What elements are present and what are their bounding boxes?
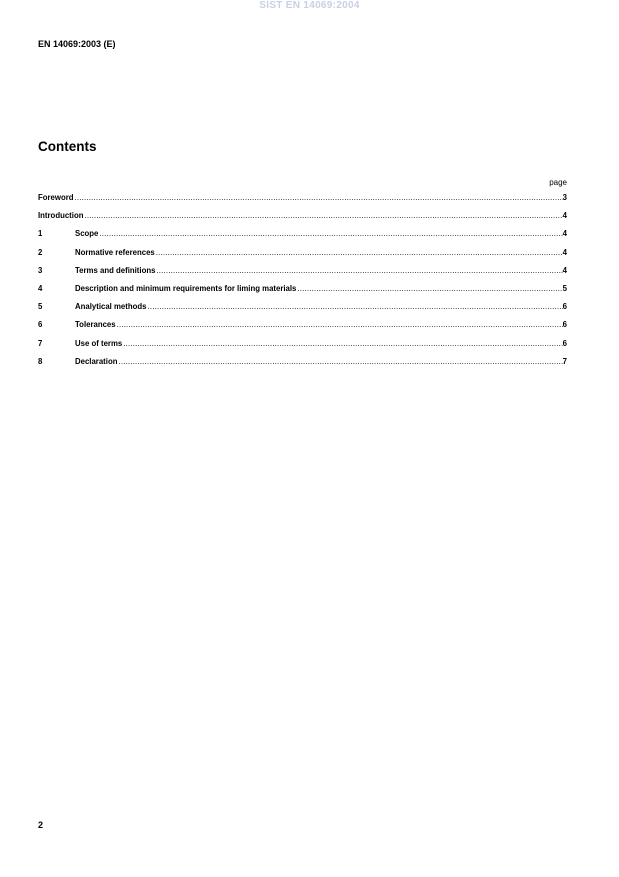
- toc-leader-dots: [118, 357, 562, 366]
- toc-leader-dots: [297, 284, 562, 293]
- toc-leader-dots: [123, 339, 562, 348]
- toc-entry-terms-and-definitions[interactable]: [38, 266, 567, 284]
- contents-title: Contents: [38, 139, 97, 154]
- toc-entry-normative-references[interactable]: [38, 248, 567, 266]
- toc-leader-dots: [117, 320, 563, 329]
- toc-leader-dots: [156, 266, 562, 275]
- watermark: SIST EN 14069:2004: [259, 0, 360, 11]
- toc-entry-page: 7: [562, 356, 567, 366]
- toc-entry-page: 3: [562, 193, 567, 202]
- toc-leader-dots: [75, 193, 563, 202]
- toc-entry-number: 2: [38, 247, 43, 257]
- toc-entry-page: 4: [562, 265, 567, 275]
- toc-entry-page: 4: [562, 229, 567, 239]
- toc-entry-page: 5: [562, 283, 567, 293]
- toc-entry-title: Scope: [75, 229, 99, 239]
- toc-entry-use-of-terms[interactable]: [38, 339, 567, 357]
- toc-entry-title: Terms and definitions: [75, 265, 156, 275]
- toc-leader-dots: [99, 229, 562, 238]
- toc-entry-number: 1: [38, 229, 43, 239]
- page-number: 2: [38, 820, 44, 830]
- toc-entry-number: 7: [38, 338, 43, 348]
- toc-leader-dots: [156, 248, 563, 257]
- toc-entry-page: 4: [562, 247, 567, 257]
- toc-entry-page: 6: [562, 320, 567, 330]
- toc-entry-page: 6: [562, 302, 567, 312]
- toc-entry-scope[interactable]: [38, 229, 567, 247]
- toc-entry-foreword[interactable]: [38, 193, 567, 211]
- toc-entry-title: Normative references: [75, 247, 155, 257]
- document-header: EN 14069:2003 (E): [38, 39, 116, 49]
- toc-entry-title: Declaration: [75, 356, 118, 366]
- toc-entry-number: 3: [38, 265, 43, 275]
- toc-entry-tolerances[interactable]: [38, 320, 567, 338]
- page-column-label: page: [549, 178, 567, 187]
- toc-entry-title: Tolerances: [75, 320, 116, 330]
- toc-entry-title: Description and minimum requirements for liming materials: [75, 283, 297, 293]
- toc-entry-title: Introduction: [38, 211, 84, 221]
- toc-entry-analytical-methods[interactable]: [38, 302, 567, 320]
- toc-entry-number: 5: [38, 302, 43, 312]
- toc-entry-declaration[interactable]: [38, 357, 567, 375]
- toc-entry-introduction[interactable]: [38, 211, 567, 229]
- toc-entry-number: 8: [38, 356, 43, 366]
- toc-entry-title: Analytical methods: [75, 302, 147, 312]
- toc-leader-dots: [84, 211, 562, 220]
- toc-entry-title: Use of terms: [75, 338, 123, 348]
- toc-entry-title: Foreword: [38, 193, 74, 202]
- table-of-contents: [38, 193, 567, 375]
- toc-entry-description-requirements[interactable]: [38, 284, 567, 302]
- toc-leader-dots: [148, 302, 563, 311]
- toc-entry-number: 6: [38, 320, 43, 330]
- toc-entry-page: 4: [562, 211, 567, 221]
- toc-entry-number: 4: [38, 283, 43, 293]
- toc-entry-page: 6: [562, 338, 567, 348]
